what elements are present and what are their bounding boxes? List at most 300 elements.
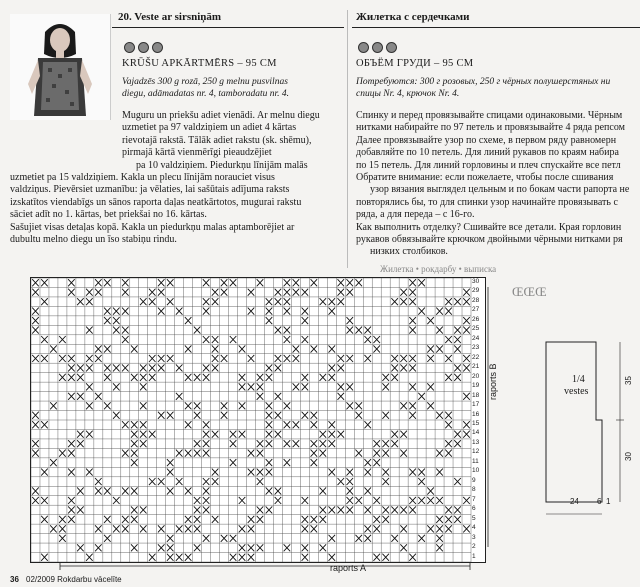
left-materials-line: diegu, adāmadatas nr. 4, tamboradatu nr. 4. xyxy=(122,89,290,99)
chart-stitch-mark xyxy=(266,506,273,513)
chart-stitch-mark xyxy=(391,298,398,305)
chart-stitch-mark xyxy=(454,327,461,334)
chart-stitch-mark xyxy=(176,364,183,371)
chart-stitch-mark xyxy=(311,525,318,532)
chart-stitch-mark xyxy=(409,298,416,305)
chart-stitch-mark xyxy=(409,355,416,362)
chart-stitch-mark xyxy=(409,327,416,334)
chart-stitch-mark xyxy=(266,431,273,438)
chart-stitch-mark xyxy=(445,506,452,513)
chart-stitch-mark xyxy=(346,317,353,324)
chart-stitch-mark xyxy=(59,450,66,457)
knitting-chart xyxy=(30,277,486,563)
chart-stitch-mark xyxy=(230,431,237,438)
chart-stitch-mark xyxy=(427,383,434,390)
chart-stitch-mark xyxy=(149,374,156,381)
chart-stitch-mark xyxy=(266,421,273,428)
chart-stitch-mark xyxy=(311,279,318,286)
chart-stitch-mark xyxy=(311,345,318,352)
chart-stitch-mark xyxy=(400,431,407,438)
row-number: 22 xyxy=(472,353,480,361)
chart-stitch-mark xyxy=(320,506,327,513)
chart-stitch-mark xyxy=(221,289,228,296)
chart-stitch-mark xyxy=(463,393,470,400)
chart-stitch-mark xyxy=(284,336,291,343)
chart-stitch-mark xyxy=(41,421,48,428)
row-number: 30 xyxy=(472,278,480,285)
chart-stitch-mark xyxy=(248,525,255,532)
chart-stitch-mark xyxy=(320,440,327,447)
chart-stitch-mark xyxy=(302,308,309,315)
row-number: 15 xyxy=(472,420,480,427)
difficulty-circle-icon xyxy=(372,42,383,53)
chart-stitch-mark xyxy=(203,478,210,485)
chart-stitch-mark xyxy=(454,440,461,447)
chart-stitch-mark xyxy=(131,450,138,457)
chart-stitch-mark xyxy=(122,308,129,315)
chart-stitch-mark xyxy=(131,506,138,513)
chart-stitch-mark xyxy=(59,355,66,362)
chart-stitch-mark xyxy=(409,289,416,296)
chart-stitch-mark xyxy=(445,440,452,447)
chart-stitch-mark xyxy=(346,506,353,513)
chart-stitch-mark xyxy=(409,317,416,324)
chart-stitch-mark xyxy=(113,383,120,390)
chart-stitch-mark xyxy=(50,345,57,352)
chart-stitch-mark xyxy=(95,525,102,532)
chart-stitch-mark xyxy=(230,535,237,542)
chart-stitch-mark xyxy=(257,478,264,485)
chart-stitch-mark xyxy=(284,298,291,305)
chart-stitch-mark xyxy=(68,506,75,513)
row-number: 28 xyxy=(472,296,480,304)
chart-stitch-mark xyxy=(266,308,273,315)
chart-stitch-mark xyxy=(140,440,147,447)
chart-stitch-mark xyxy=(32,355,39,362)
right-body-line: Далее провязывайте узор по схеме, в первом ряду равномерн xyxy=(356,134,617,146)
chart-stitch-mark xyxy=(104,516,111,523)
chart-stitch-mark xyxy=(68,374,75,381)
chart-stitch-mark xyxy=(320,431,327,438)
chart-stitch-mark xyxy=(104,279,111,286)
chart-stitch-mark xyxy=(140,364,147,371)
chart-stitch-mark xyxy=(463,497,470,504)
bleed-through-caption: Жилетка • рокдарбу • выписка xyxy=(380,264,497,274)
row-number: 2 xyxy=(472,543,476,551)
chart-stitch-mark xyxy=(355,412,362,419)
chart-stitch-mark xyxy=(418,535,425,542)
chart-stitch-mark xyxy=(463,355,470,362)
left-title: 20. Veste ar sirsniņām xyxy=(118,11,222,23)
chart-stitch-mark xyxy=(239,497,246,504)
right-size-heading: ОБЪЁМ ГРУДИ – 95 СМ xyxy=(356,58,474,69)
page-number: 36 xyxy=(10,575,19,584)
schematic-dim-notch2: 1 xyxy=(606,497,611,506)
chart-stitch-mark xyxy=(284,327,291,334)
chart-stitch-mark xyxy=(248,383,255,390)
chart-stitch-mark xyxy=(239,374,246,381)
chart-stitch-mark xyxy=(302,516,309,523)
chart-stitch-mark xyxy=(302,544,309,551)
chart-stitch-mark xyxy=(185,525,192,532)
chart-stitch-mark xyxy=(293,383,300,390)
row-number: 11 xyxy=(472,457,479,465)
chart-stitch-mark xyxy=(382,516,389,523)
left-materials-line: Vajadzēs 300 g rozā, 250 g melnu pusvilnas xyxy=(122,77,288,87)
model-photo xyxy=(10,14,111,120)
chart-stitch-mark xyxy=(149,355,156,362)
chart-stitch-mark xyxy=(454,516,461,523)
left-body-line: pa 10 valdziņiem. Piedurkņu līnijām malās xyxy=(136,159,308,171)
row-number: 10 xyxy=(472,467,480,475)
chart-stitch-mark xyxy=(68,279,75,286)
chart-stitch-mark xyxy=(338,506,345,513)
chart-stitch-mark xyxy=(427,525,434,532)
chart-stitch-mark xyxy=(418,279,425,286)
chart-stitch-mark xyxy=(113,317,120,324)
chart-stitch-mark xyxy=(77,506,84,513)
chart-stitch-mark xyxy=(248,308,255,315)
difficulty-circle-icon xyxy=(386,42,397,53)
chart-stitch-mark xyxy=(293,345,300,352)
chart-stitch-mark xyxy=(32,450,39,457)
chart-stitch-mark xyxy=(445,450,452,457)
chart-stitch-mark xyxy=(427,345,434,352)
left-body-line: rievotajā rakstā. Tālāk adiet rakstu (sk. shēmu), xyxy=(122,134,312,146)
left-materials xyxy=(122,76,289,100)
chart-stitch-mark xyxy=(122,327,129,334)
chart-stitch-mark xyxy=(293,279,300,286)
schematic-label-fraction: 1/4 xyxy=(572,374,585,385)
left-body-line: valdziņus. Pievērsiet uzmanību: ja vēlaties, lai sašūtais adījuma raksts xyxy=(10,184,290,196)
chart-stitch-mark xyxy=(41,355,48,362)
chart-stitch-mark xyxy=(194,327,201,334)
chart-stitch-mark xyxy=(302,383,309,390)
chart-stitch-mark xyxy=(373,450,380,457)
chart-stitch-mark xyxy=(239,402,246,409)
chart-stitch-mark xyxy=(185,374,192,381)
chart-stitch-mark xyxy=(275,497,282,504)
chart-stitch-mark xyxy=(32,497,39,504)
chart-stitch-mark xyxy=(302,497,309,504)
chart-stitch-mark xyxy=(266,459,273,466)
raport-a-bracket xyxy=(30,560,486,574)
chart-stitch-mark xyxy=(275,355,282,362)
right-body-line: рукавов обвязывайте крючком двойными чёрными нитками ря xyxy=(356,234,623,246)
chart-stitch-mark xyxy=(104,535,111,542)
chart-stitch-mark xyxy=(230,279,237,286)
right-body-line: Как выполнить отделку? Сшивайте все детали. Края горловин xyxy=(356,221,622,233)
chart-stitch-mark xyxy=(194,506,201,513)
chart-stitch-mark xyxy=(167,535,174,542)
chart-stitch-mark xyxy=(382,412,389,419)
chart-stitch-mark xyxy=(203,535,210,542)
row-number: 29 xyxy=(472,287,480,295)
chart-stitch-mark xyxy=(373,440,380,447)
chart-stitch-mark xyxy=(266,412,273,419)
chart-stitch-mark xyxy=(346,279,353,286)
chart-stitch-mark xyxy=(338,289,345,296)
chart-stitch-mark xyxy=(194,497,201,504)
chart-stitch-mark xyxy=(364,459,371,466)
chart-stitch-mark xyxy=(194,544,201,551)
chart-stitch-mark xyxy=(194,525,201,532)
chart-stitch-mark xyxy=(355,450,362,457)
chart-stitch-mark xyxy=(104,364,111,371)
chart-stitch-mark xyxy=(436,535,443,542)
chart-stitch-mark xyxy=(373,516,380,523)
chart-stitch-mark xyxy=(176,393,183,400)
chart-stitch-mark xyxy=(230,459,237,466)
chart-stitch-mark xyxy=(329,440,336,447)
chart-stitch-mark xyxy=(436,497,443,504)
chart-stitch-mark xyxy=(203,336,210,343)
left-body-line: izskatītos viendabīgs un sānos raporta daļas neatkārtotos, mugurai rakstu xyxy=(10,196,302,208)
row-number: 5 xyxy=(472,514,476,522)
chart-stitch-mark xyxy=(239,544,246,551)
chart-stitch-mark xyxy=(176,450,183,457)
chart-stitch-mark xyxy=(400,298,407,305)
chart-stitch-mark xyxy=(445,412,452,419)
chart-stitch-mark xyxy=(454,298,461,305)
chart-stitch-mark xyxy=(140,421,147,428)
left-size-heading: KRŪŠU APKĀRTMĒRS – 95 CM xyxy=(122,58,277,69)
chart-stitch-mark xyxy=(400,450,407,457)
chart-stitch-mark xyxy=(59,535,66,542)
chart-stitch-mark xyxy=(409,279,416,286)
chart-stitch-mark xyxy=(445,525,452,532)
chart-stitch-mark xyxy=(95,487,102,494)
chart-stitch-mark xyxy=(167,544,174,551)
row-number: 12 xyxy=(472,448,480,456)
right-body-line: узор вязания выглядел цельным и по бокам части рапорта не xyxy=(370,184,630,196)
chart-stitch-mark xyxy=(409,497,416,504)
chart-stitch-mark xyxy=(275,298,282,305)
chart-stitch-mark xyxy=(239,345,246,352)
chart-stitch-mark xyxy=(158,364,165,371)
chart-stitch-mark xyxy=(445,308,452,315)
chart-stitch-mark xyxy=(311,421,318,428)
chart-stitch-mark xyxy=(364,355,371,362)
chart-stitch-mark xyxy=(445,355,452,362)
schematic-label-text: vestes xyxy=(564,386,589,397)
chart-stitch-mark xyxy=(382,450,389,457)
chart-stitch-mark xyxy=(463,327,470,334)
chart-stitch-mark xyxy=(68,450,75,457)
chart-stitch-mark xyxy=(311,450,318,457)
bleed-through-decor: ŒŒŒ xyxy=(512,284,547,299)
chart-stitch-mark xyxy=(113,327,120,334)
chart-stitch-mark xyxy=(275,431,282,438)
row-number: 21 xyxy=(472,363,480,371)
chart-stitch-mark xyxy=(68,289,75,296)
chart-stitch-mark xyxy=(257,383,264,390)
left-body-bottom xyxy=(10,172,355,246)
chart-stitch-mark xyxy=(212,478,219,485)
chart-stitch-mark xyxy=(140,374,147,381)
chart-stitch-mark xyxy=(158,478,165,485)
chart-stitch-mark xyxy=(346,497,353,504)
chart-stitch-mark xyxy=(185,421,192,428)
chart-stitch-mark xyxy=(149,478,156,485)
chart-stitch-mark xyxy=(68,355,75,362)
chart-stitch-mark xyxy=(445,336,452,343)
chart-stitch-mark xyxy=(203,497,210,504)
chart-stitch-mark xyxy=(382,478,389,485)
chart-stitch-mark xyxy=(104,308,111,315)
chart-stitch-mark xyxy=(266,317,273,324)
chart-stitch-mark xyxy=(104,374,111,381)
chart-stitch-mark xyxy=(176,308,183,315)
model-photo-image xyxy=(10,14,110,120)
chart-stitch-mark xyxy=(338,279,345,286)
chart-stitch-mark xyxy=(400,544,407,551)
chart-stitch-mark xyxy=(355,535,362,542)
schematic-dim-upper: 35 xyxy=(623,376,633,385)
chart-stitch-mark xyxy=(257,374,264,381)
chart-stitch-mark xyxy=(149,364,156,371)
chart-stitch-mark xyxy=(50,402,57,409)
chart-stitch-mark xyxy=(400,364,407,371)
chart-stitch-mark xyxy=(338,383,345,390)
chart-stitch-mark xyxy=(32,289,39,296)
chart-stitch-mark xyxy=(391,506,398,513)
chart-stitch-mark xyxy=(113,525,120,532)
chart-stitch-mark xyxy=(382,506,389,513)
chart-stitch-mark xyxy=(409,412,416,419)
chart-stitch-mark xyxy=(167,298,174,305)
left-body-line: Sašujiet visas detaļas kopā. Kakla un piedurkņu malas aptamborējiet ar xyxy=(10,221,295,233)
chart-stitch-mark xyxy=(463,364,470,371)
row-number: 18 xyxy=(472,391,480,399)
chart-stitch-mark xyxy=(320,298,327,305)
chart-stitch-mark xyxy=(194,440,201,447)
chart-stitch-mark xyxy=(149,431,156,438)
chart-stitch-mark xyxy=(122,364,129,371)
chart-stitch-mark xyxy=(302,336,309,343)
chart-stitch-mark xyxy=(77,544,84,551)
chart-stitch-mark xyxy=(266,440,273,447)
chart-stitch-mark xyxy=(266,374,273,381)
chart-stitch-mark xyxy=(131,487,138,494)
right-body-line: повторялись бы, то для спинки узор начинайте провязывать с xyxy=(356,196,618,208)
chart-stitch-mark xyxy=(194,412,201,419)
chart-stitch-mark xyxy=(329,431,336,438)
chart-stitch-mark xyxy=(131,459,138,466)
chart-stitch-mark xyxy=(275,393,282,400)
chart-stitch-mark xyxy=(167,459,174,466)
chart-stitch-mark xyxy=(320,516,327,523)
chart-stitch-mark xyxy=(230,336,237,343)
chart-stitch-mark xyxy=(338,393,345,400)
chart-stitch-mark xyxy=(266,402,273,409)
chart-stitch-mark xyxy=(158,544,165,551)
chart-stitch-mark xyxy=(445,298,452,305)
chart-stitch-mark xyxy=(41,279,48,286)
chart-stitch-mark xyxy=(346,327,353,334)
row-number: 7 xyxy=(472,495,476,503)
chart-stitch-mark xyxy=(122,516,129,523)
row-number: 9 xyxy=(472,476,476,484)
chart-stitch-mark xyxy=(329,506,336,513)
chart-stitch-mark xyxy=(203,279,210,286)
chart-stitch-mark xyxy=(427,487,434,494)
chart-stitch-mark xyxy=(400,289,407,296)
chart-stitch-mark xyxy=(355,402,362,409)
chart-stitch-mark xyxy=(104,487,111,494)
chart-stitch-mark xyxy=(185,450,192,457)
chart-stitch-mark xyxy=(113,308,120,315)
chart-stitch-mark xyxy=(338,364,345,371)
chart-stitch-mark xyxy=(266,298,273,305)
chart-stitch-mark xyxy=(302,525,309,532)
chart-stitch-mark xyxy=(364,421,371,428)
chart-stitch-mark xyxy=(427,317,434,324)
left-body-line: sāciet adīt no 1. kārtas, bet priekšai no 16. kārtas. xyxy=(10,209,207,221)
chart-stitch-mark xyxy=(68,469,75,476)
right-body-line: Спинку и перед провязывайте спицами одинаковыми. Чёрным xyxy=(356,110,623,121)
chart-stitch-mark xyxy=(311,516,318,523)
chart-stitch-mark xyxy=(445,374,452,381)
chart-stitch-mark xyxy=(203,487,210,494)
chart-stitch-mark xyxy=(454,345,461,352)
chart-stitch-mark xyxy=(436,450,443,457)
row-number: 3 xyxy=(472,533,476,541)
chart-stitch-mark xyxy=(293,421,300,428)
row-number: 4 xyxy=(472,524,476,532)
chart-stitch-mark xyxy=(275,364,282,371)
chart-stitch-mark xyxy=(436,308,443,315)
right-body-line: низких столбиков. xyxy=(370,246,448,258)
chart-stitch-mark xyxy=(311,440,318,447)
chart-stitch-mark xyxy=(221,402,228,409)
right-materials-line: Потребуются: 300 г розовых, 250 г чёрных полушерстяных ни xyxy=(356,77,611,87)
chart-stitch-mark xyxy=(221,535,228,542)
chart-stitch-mark xyxy=(266,487,273,494)
chart-stitch-mark xyxy=(364,525,371,532)
chart-stitch-mark xyxy=(329,374,336,381)
chart-stitch-mark xyxy=(167,487,174,494)
chart-stitch-mark xyxy=(373,336,380,343)
difficulty-circle-icon xyxy=(124,42,135,53)
right-title-rule xyxy=(352,27,640,28)
chart-stitch-mark xyxy=(86,289,93,296)
chart-stitch-mark xyxy=(203,308,210,315)
chart-stitch-mark xyxy=(400,402,407,409)
chart-stitch-mark xyxy=(140,298,147,305)
chart-stitch-mark xyxy=(445,516,452,523)
chart-stitch-mark xyxy=(463,431,470,438)
chart-stitch-mark xyxy=(409,383,416,390)
chart-stitch-mark xyxy=(382,440,389,447)
schematic-dim-width: 24 xyxy=(570,497,579,506)
row-number: 24 xyxy=(472,334,480,342)
chart-stitch-mark xyxy=(203,364,210,371)
chart-stitch-mark xyxy=(391,440,398,447)
chart-stitch-mark xyxy=(113,364,120,371)
chart-stitch-mark xyxy=(454,374,461,381)
chart-stitch-mark xyxy=(131,516,138,523)
chart-stitch-mark xyxy=(185,516,192,523)
right-body-line: по 15 петель. Для линий горловины и плеч спускайте все петл xyxy=(356,159,621,171)
chart-stitch-mark xyxy=(409,469,416,476)
chart-stitch-mark xyxy=(32,327,39,334)
chart-stitch-mark xyxy=(257,469,264,476)
chart-stitch-mark xyxy=(32,440,39,447)
row-number: 16 xyxy=(472,410,480,418)
chart-stitch-mark xyxy=(104,317,111,324)
chart-stitch-mark xyxy=(158,525,165,532)
